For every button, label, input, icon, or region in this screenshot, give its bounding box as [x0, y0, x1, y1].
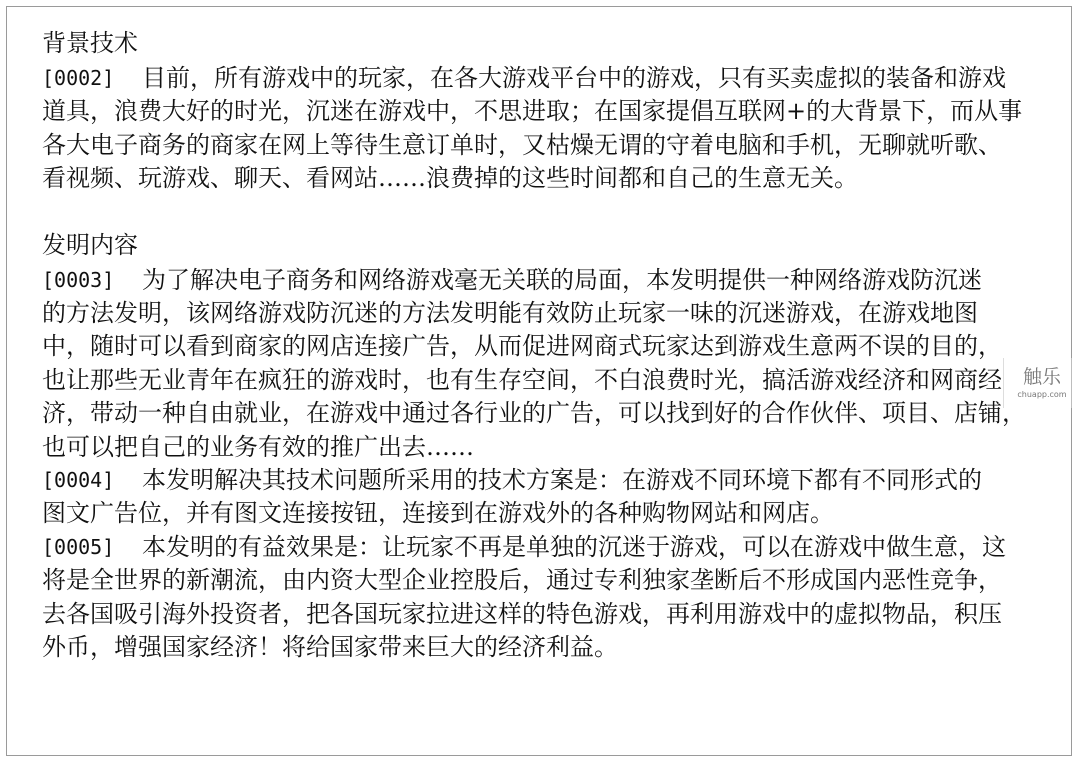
text-line: 将是全世界的新潮流，由内资大型企业控股后，通过专利独家垄断后不形成国内恶性竞争，: [42, 566, 1002, 595]
text-line: 也可以把自己的业务有效的推广出去……: [42, 432, 474, 461]
text-line: 图文广告位，并有图文连接按钮，连接到在游戏外的各种购物网站和网店。: [42, 499, 834, 528]
text-line: 本发明的有益效果是：让玩家不再是单独的沉迷于游戏，可以在游戏中做生意，这: [142, 532, 1006, 561]
paragraph-0003: [42, 264, 1032, 464]
text-line: 的方法发明，该网络游戏防沉迷的方法发明能有效防止玩家一味的沉迷游戏，在游戏地图: [42, 299, 978, 328]
text-line: 去各国吸引海外投资者，把各国玩家拉进这样的特色游戏，再利用游戏中的虚拟物品，积压: [42, 599, 1002, 628]
text-line: 济，带动一种自由就业，在游戏中通过各行业的广告，可以找到好的合作伙伴、项目、店铺，: [42, 399, 1026, 428]
paragraph-0005: [42, 531, 1032, 665]
text-line: 各大电子商务的商家在网上等待生意订单时，又枯燥无谓的守着电脑和手机，无聊就听歌、: [42, 130, 1002, 159]
section-gap: [42, 196, 1032, 226]
paragraph-0002: [42, 62, 1032, 196]
patent-document: [42, 24, 1032, 665]
watermark: [1003, 358, 1080, 408]
paragraph-number: [0002]: [42, 66, 115, 90]
paragraph-0004: [42, 464, 1032, 531]
text-line: 为了解决电子商务和网络游戏毫无关联的局面，本发明提供一种网络游戏防沉迷: [142, 265, 982, 294]
text-line: 道具，浪费大好的时光，沉迷在游戏中，不思进取；在国家提倡互联网+的大背景下，而从事: [42, 97, 1023, 126]
section-heading-invention: 发明内容: [42, 230, 138, 259]
text-line: 本发明解决其技术问题所采用的技术方案是：在游戏不同环境下都有不同形式的: [142, 466, 982, 495]
text-line: 目前，所有游戏中的玩家，在各大游戏平台中的游戏，只有买卖虚拟的装备和游戏: [142, 64, 1006, 92]
section-heading-background: 背景技术: [42, 29, 138, 57]
text-line: 外币，增强国家经济！将给国家带来巨大的经济利益。: [42, 633, 618, 662]
paragraph-number: [0005]: [42, 534, 115, 559]
watermark-logo: 触乐: [1022, 366, 1061, 388]
watermark-url: chuapp.com: [1017, 390, 1067, 399]
paragraph-number: [0004]: [42, 468, 115, 493]
text-line: 中，随时可以看到商家的网店连接广告，从而促进网商式玩家达到游戏生意两不误的目的，: [42, 332, 1002, 361]
paragraph-number: [0003]: [42, 267, 115, 292]
text-line: 也让那些无业青年在疯狂的游戏时，也有生存空间，不白浪费时光，搞活游戏经济和网商经: [42, 365, 1002, 394]
text-line: 看视频、玩游戏、聊天、看网站……浪费掉的这些时间都和自己的生意无关。: [42, 164, 858, 193]
